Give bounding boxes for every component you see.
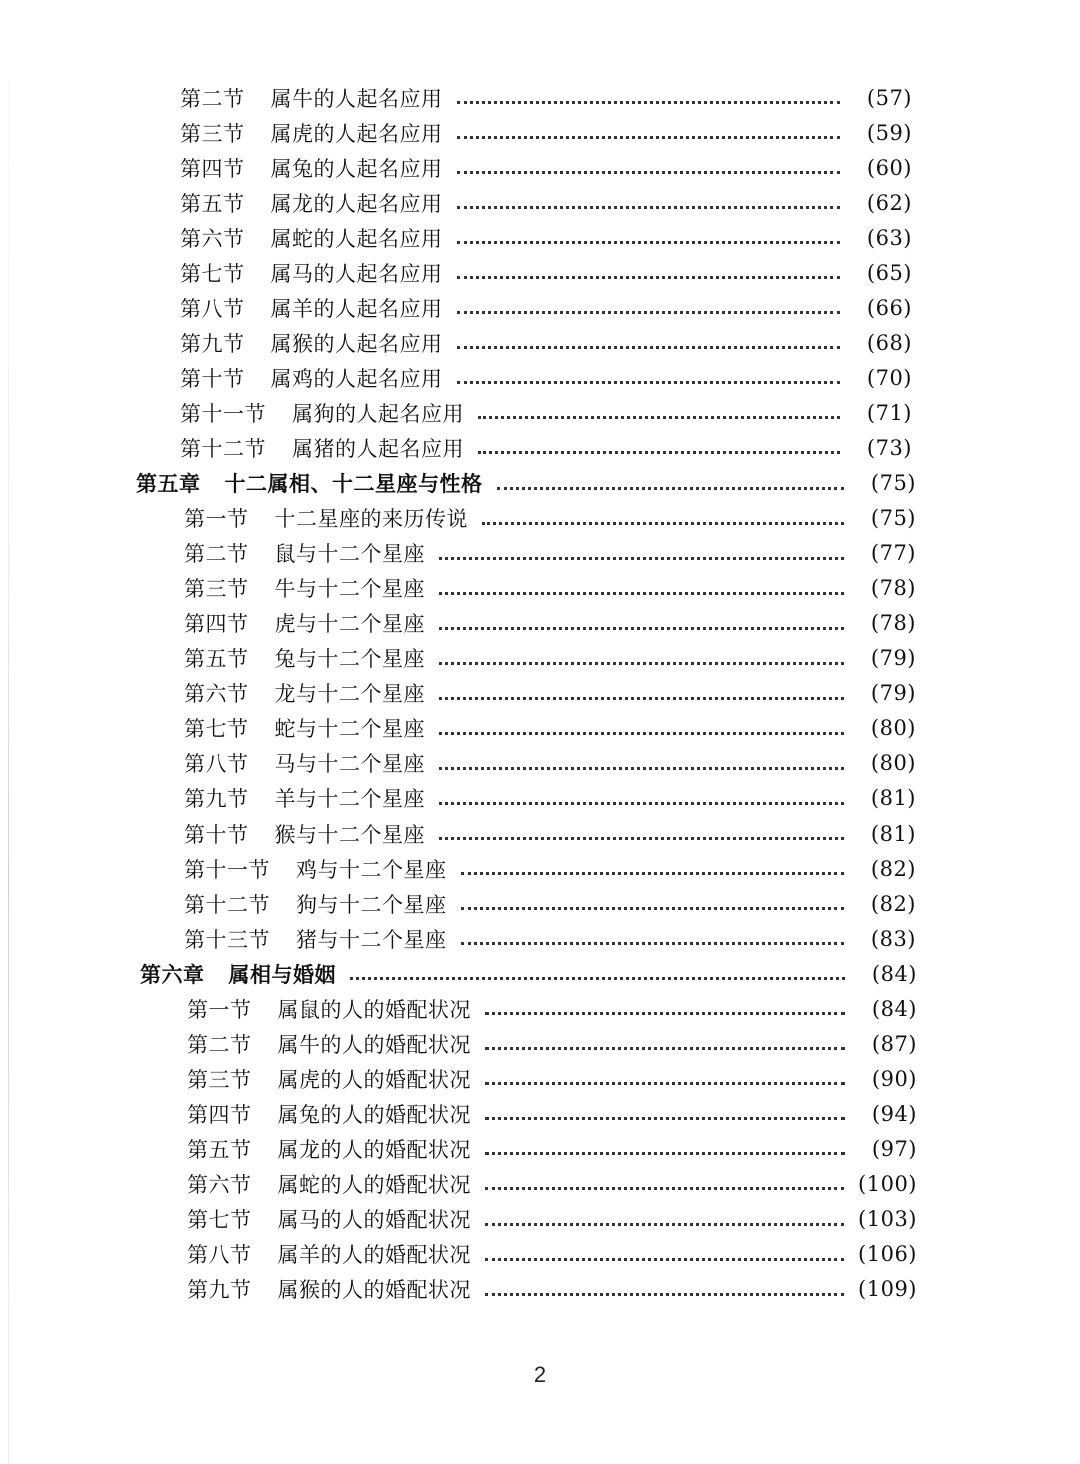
dot-leader: [439, 835, 844, 840]
toc-section-row: [0, 606, 1080, 641]
section-title: 属马的人的婚配状况: [277, 1208, 471, 1233]
page-reference: (70): [866, 365, 912, 390]
section-number: 第四节: [187, 1102, 252, 1127]
section-number: 第四节: [180, 156, 245, 181]
dot-leader: [439, 625, 844, 630]
page-reference: (57): [866, 85, 912, 110]
section-title: 属虎的人的婚配状况: [277, 1067, 471, 1092]
page-reference: (66): [866, 295, 912, 320]
section-number: 第九节: [180, 331, 245, 356]
section-number: 第四节: [184, 612, 249, 637]
toc-section-row: [0, 1237, 1080, 1272]
toc-section-row: [0, 991, 1080, 1026]
dot-leader: [457, 99, 841, 104]
section-number: 第六节: [184, 682, 249, 707]
dot-leader: [457, 344, 841, 349]
toc-section-row: [0, 921, 1080, 956]
chapter-number: 第六章: [140, 961, 205, 987]
page-reference: (84): [871, 996, 917, 1021]
section-title: 属猴的人起名应用: [270, 331, 443, 356]
section-number: 第九节: [187, 1278, 252, 1303]
page-reference: (65): [866, 260, 912, 285]
toc-section-row: [0, 886, 1080, 921]
page-reference: (59): [866, 120, 912, 145]
section-title: 属羊的人起名应用: [270, 296, 443, 321]
page-reference: (106): [858, 1242, 917, 1267]
dot-leader: [461, 905, 845, 910]
dot-leader: [439, 765, 844, 770]
page-reference: (77): [870, 541, 916, 566]
page-reference: (78): [870, 576, 916, 601]
section-number: 第七节: [187, 1208, 252, 1233]
dot-leader: [485, 1256, 844, 1261]
chapter-number: 第五章: [136, 471, 201, 497]
section-title: 属蛇的人的婚配状况: [277, 1172, 471, 1197]
toc-section-row: [0, 711, 1080, 746]
dot-leader: [457, 309, 841, 314]
dot-leader: [485, 1185, 844, 1190]
section-title: 属羊的人的婚配状况: [277, 1243, 471, 1268]
section-title: 虎与十二个星座: [274, 612, 425, 637]
page-reference: (79): [870, 646, 916, 671]
toc-chapter-row: [0, 956, 1080, 991]
toc-section-row: [0, 185, 1080, 220]
toc-section-row: [0, 430, 1080, 465]
dot-leader: [485, 1045, 845, 1050]
page-reference: (87): [871, 1031, 917, 1056]
chapter-title: 属相与婚姻: [228, 961, 336, 987]
page-reference: (100): [858, 1171, 917, 1196]
dot-leader: [461, 870, 845, 875]
toc-section-row: [0, 1166, 1080, 1201]
section-number: 第十二节: [180, 436, 266, 461]
toc-section-row: [0, 1096, 1080, 1131]
section-title: 属兔的人起名应用: [270, 156, 443, 181]
dot-leader: [478, 449, 840, 454]
dot-leader: [485, 1291, 844, 1296]
toc-section-row: [0, 641, 1080, 676]
page-reference: (90): [871, 1066, 917, 1091]
dot-leader: [485, 1221, 844, 1226]
page-reference: (71): [866, 400, 912, 425]
page-reference: (84): [871, 961, 917, 986]
section-title: 属虎的人起名应用: [270, 121, 443, 146]
page-reference: (103): [858, 1207, 917, 1232]
dot-leader: [439, 695, 844, 700]
toc-section-row: [0, 1202, 1080, 1237]
section-title: 属鼠的人的婚配状况: [277, 997, 471, 1022]
section-title: 属猪的人起名应用: [292, 436, 464, 461]
page-reference: (78): [870, 611, 916, 636]
toc-chapter-row: [0, 466, 1080, 501]
dot-leader: [350, 975, 845, 980]
page-reference: (75): [870, 471, 916, 496]
section-number: 第七节: [184, 717, 249, 742]
toc-section-row: [0, 781, 1080, 816]
toc-section-row: [0, 290, 1080, 325]
toc-section-row: [0, 1272, 1080, 1307]
page-reference: (60): [866, 155, 912, 180]
section-number: 第六节: [180, 226, 245, 251]
section-number: 第二节: [184, 542, 249, 567]
dot-leader: [485, 1115, 845, 1120]
dot-leader: [457, 169, 841, 174]
toc-section-row: [0, 501, 1080, 536]
page-reference: (68): [866, 330, 912, 355]
toc-section-row: [0, 851, 1080, 886]
section-number: 第九节: [184, 787, 249, 812]
toc-section-row: [0, 115, 1080, 150]
section-title: 属牛的人的婚配状况: [277, 1032, 471, 1057]
page-reference: (81): [870, 821, 916, 846]
section-number: 第八节: [180, 296, 245, 321]
dot-leader: [478, 414, 840, 419]
toc-section-row: [0, 220, 1080, 255]
toc-section-row: [0, 571, 1080, 606]
toc-section-row: [0, 360, 1080, 395]
dot-leader: [457, 274, 841, 279]
section-title: 属龙的人起名应用: [270, 191, 443, 216]
section-title: 兔与十二个星座: [274, 647, 425, 672]
section-number: 第三节: [180, 121, 245, 146]
section-title: 马与十二个星座: [274, 752, 425, 777]
page-reference: (80): [870, 751, 916, 776]
toc-section-row: [0, 395, 1080, 430]
page-reference: (63): [866, 225, 912, 250]
section-number: 第十一节: [180, 401, 266, 426]
table-of-contents: [0, 80, 1080, 1307]
page-reference: (83): [870, 926, 916, 951]
section-title: 属狗的人起名应用: [292, 401, 464, 426]
dot-leader: [439, 730, 844, 735]
page-reference: (81): [870, 786, 916, 811]
section-number: 第三节: [184, 577, 249, 602]
section-number: 第六节: [187, 1172, 252, 1197]
page-reference: (73): [866, 435, 912, 460]
dot-leader: [482, 520, 844, 525]
page-reference: (82): [870, 891, 916, 916]
dot-leader: [485, 1010, 845, 1015]
section-title: 属猴的人的婚配状况: [277, 1278, 471, 1303]
section-number: 第二节: [180, 86, 245, 111]
section-number: 第三节: [187, 1067, 252, 1092]
dot-leader: [439, 555, 844, 560]
section-title: 鸡与十二个星座: [296, 857, 447, 882]
dot-leader: [485, 1150, 845, 1155]
section-title: 蛇与十二个星座: [274, 717, 425, 742]
toc-section-row: [0, 1061, 1080, 1096]
page-reference: (80): [870, 716, 916, 741]
section-number: 第一节: [184, 507, 249, 532]
page-number: 2: [533, 1362, 547, 1387]
dot-leader: [485, 1080, 845, 1085]
section-number: 第十二节: [184, 892, 270, 917]
dot-leader: [439, 660, 844, 665]
section-number: 第五节: [187, 1137, 252, 1162]
section-number: 第八节: [187, 1243, 252, 1268]
dot-leader: [461, 940, 845, 945]
toc-section-row: [0, 325, 1080, 360]
section-title: 属龙的人的婚配状况: [277, 1137, 471, 1162]
toc-section-row: [0, 816, 1080, 851]
toc-section-row: [0, 80, 1080, 115]
section-number: 第八节: [184, 752, 249, 777]
toc-section-row: [0, 1026, 1080, 1061]
section-title: 属牛的人起名应用: [270, 86, 443, 111]
section-title: 猴与十二个星座: [274, 822, 425, 847]
section-title: 十二星座的来历传说: [274, 507, 468, 532]
section-title: 狗与十二个星座: [296, 892, 447, 917]
section-title: 牛与十二个星座: [274, 577, 425, 602]
section-title: 鼠与十二个星座: [274, 542, 425, 567]
page-reference: (94): [871, 1101, 917, 1126]
dot-leader: [439, 800, 844, 805]
section-title: 属马的人起名应用: [270, 261, 443, 286]
section-title: 属蛇的人起名应用: [270, 226, 443, 251]
toc-section-row: [0, 150, 1080, 185]
dot-leader: [457, 239, 841, 244]
page-reference: (79): [870, 681, 916, 706]
page-reference: (97): [871, 1136, 917, 1161]
section-title: 羊与十二个星座: [274, 787, 425, 812]
section-title: 猪与十二个星座: [296, 927, 447, 952]
chapter-title: 十二属相、十二星座与性格: [224, 471, 483, 497]
section-number: 第十一节: [184, 857, 270, 882]
toc-section-row: [0, 676, 1080, 711]
toc-section-row: [0, 255, 1080, 290]
section-number: 第十三节: [184, 927, 270, 952]
page-reference: (62): [866, 190, 912, 215]
section-number: 第五节: [180, 191, 245, 216]
dot-leader: [457, 204, 841, 209]
toc-section-row: [0, 536, 1080, 571]
dot-leader: [497, 485, 845, 490]
dot-leader: [457, 379, 841, 384]
dot-leader: [457, 134, 841, 139]
dot-leader: [439, 590, 844, 595]
section-number: 第七节: [180, 261, 245, 286]
section-title: 属兔的人的婚配状况: [277, 1102, 471, 1127]
toc-section-row: [0, 1131, 1080, 1166]
page-reference: (109): [858, 1277, 917, 1302]
section-title: 属鸡的人起名应用: [270, 366, 443, 391]
section-number: 第十节: [184, 822, 249, 847]
section-number: 第十节: [180, 366, 245, 391]
toc-section-row: [0, 746, 1080, 781]
section-number: 第二节: [187, 1032, 252, 1057]
section-number: 第五节: [184, 647, 249, 672]
page-reference: (75): [870, 506, 916, 531]
page-reference: (82): [870, 856, 916, 881]
section-title: 龙与十二个星座: [274, 682, 425, 707]
section-number: 第一节: [187, 997, 252, 1022]
